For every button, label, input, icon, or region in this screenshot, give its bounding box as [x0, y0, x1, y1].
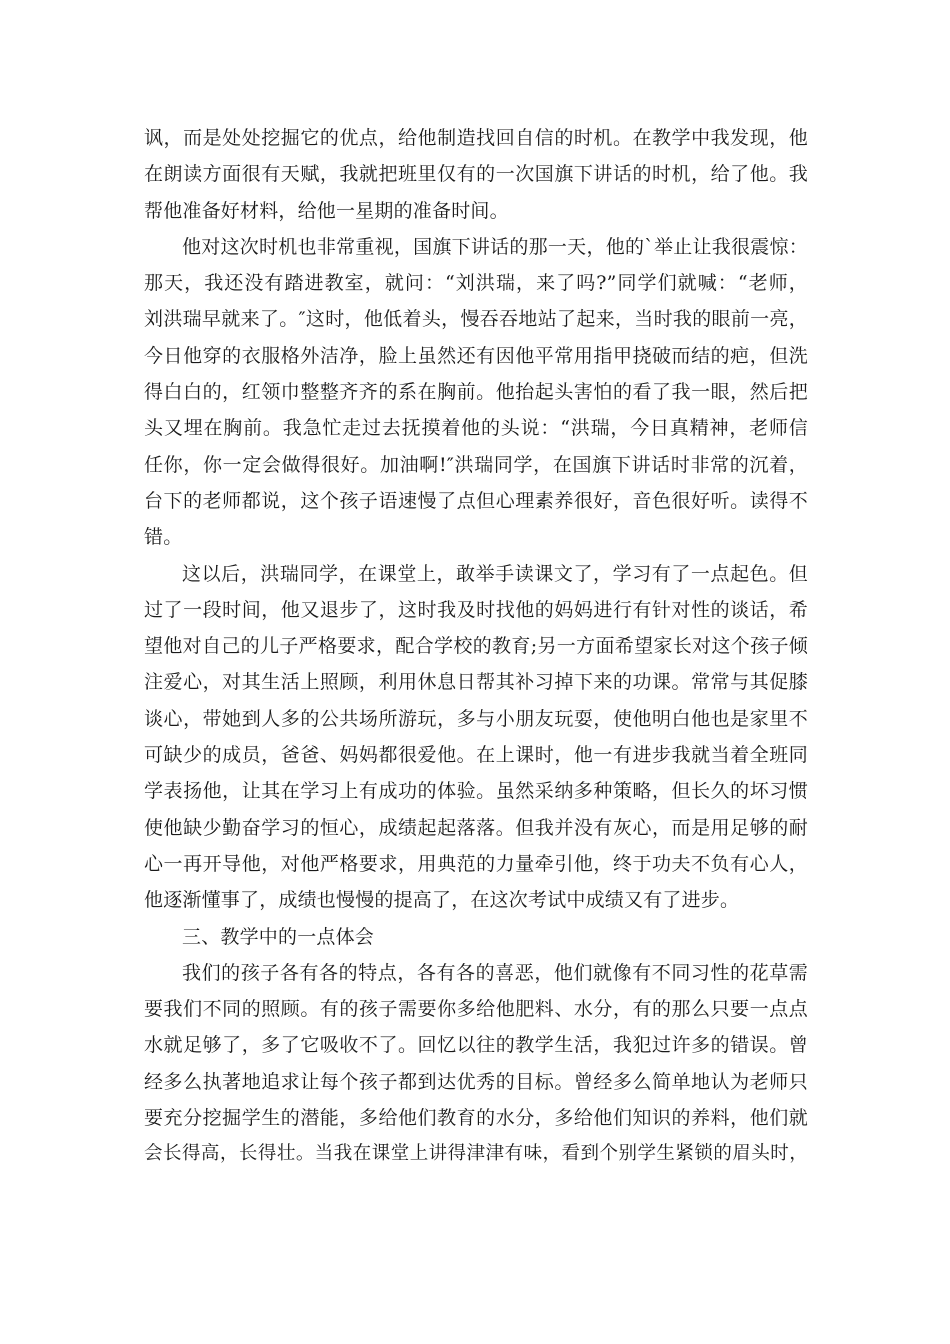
text-line: 水就足够了，多了它吸收不了。回忆以往的教学生活，我犯过许多的错误。曾	[144, 1034, 808, 1057]
text-line: 那天，我还没有踏进教室，就问：“刘洪瑞，来了吗?”同学们就喊：“老师，	[144, 272, 808, 295]
text-line: 错。	[144, 526, 183, 549]
text-line: 台下的老师都说，这个孩子语速慢了点但心理素养很好，音色很好听。读得不	[144, 489, 808, 512]
text-line: 望他对自己的儿子严格要求，配合学校的教育;另一方面希望家长对这个孩子倾	[144, 635, 808, 658]
text-line: 谈心，带她到人多的公共场所游玩，多与小朋友玩耍，使他明白他也是家里不	[144, 707, 808, 730]
text-line: 他对这次时机也非常重视，国旗下讲话的那一天，他的`举止让我很震惊：	[182, 235, 808, 258]
text-line: 他逐渐懂事了，成绩也慢慢的提高了，在这次考试中成绩又有了进步。	[144, 889, 740, 912]
text-line: 要我们不同的照顾。有的孩子需要你多给他肥料、水分，有的那么只要一点点	[144, 998, 808, 1021]
text-line: 可缺少的成员，爸爸、妈妈都很爱他。在上课时，他一有进步我就当着全班同	[144, 744, 808, 767]
text-line: 帮他准备好材料，给他一星期的准备时间。	[144, 199, 509, 222]
text-line: 刘洪瑞早就来了。″这时，他低着头，慢吞吞地站了起来，当时我的眼前一亮，	[144, 308, 808, 331]
text-line: 任你，你一定会做得很好。加油啊!″洪瑞同学，在国旗下讲话时非常的沉着，	[144, 453, 808, 476]
text-line: 使他缺少勤奋学习的恒心，成绩起起落落。但我并没有灰心，而是用足够的耐	[144, 816, 808, 839]
document-body	[144, 120, 808, 1173]
text-line: 要充分挖掘学生的潜能，多给他们教育的水分，多给他们知识的养料，他们就	[144, 1107, 808, 1130]
text-line: 注爱心，对其生活上照顾，利用休息日帮其补习掉下来的功课。常常与其促膝	[144, 671, 808, 694]
text-line: 学表扬他，让其在学习上有成功的体验。虽然采纳多种策略，但长久的坏习惯	[144, 780, 808, 803]
text-line: 三、教学中的一点体会	[182, 925, 375, 948]
text-line: 今日他穿的衣服格外洁净，脸上虽然还有因他平常用指甲挠破而结的疤，但洗	[144, 344, 808, 367]
text-line: 头又埋在胸前。我急忙走过去抚摸着他的头说：“洪瑞，今日真精神，老师信	[144, 417, 808, 440]
text-line: 得白白的，红领巾整整齐齐的系在胸前。他抬起头害怕的看了我一眼，然后把	[144, 381, 808, 404]
text-line: 过了一段时间，他又退步了，这时我及时找他的妈妈进行有针对性的谈话，希	[144, 598, 808, 621]
text-line: 我们的孩子各有各的特点，各有各的喜恶，他们就像有不同习性的花草需	[182, 961, 808, 984]
text-line: 在朗读方面很有天赋，我就把班里仅有的一次国旗下讲话的时机，给了他。我	[144, 163, 808, 186]
text-line: 讽，而是处处挖掘它的优点，给他制造找回自信的时机。在教学中我发现，他	[144, 127, 808, 149]
text-line: 会长得高，长得壮。当我在课堂上讲得津津有味，看到个别学生紧锁的眉头时，	[144, 1143, 808, 1165]
text-line: 这以后，洪瑞同学，在课堂上，敢举手读课文了，学习有了一点起色。但	[182, 562, 808, 585]
text-line: 心一再开导他，对他严格要求，用典范的力量牵引他，终于功夫不负有心人，	[144, 852, 808, 875]
text-line: 经多么执著地追求让每个孩子都到达优秀的目标。曾经多么简单地认为老师只	[144, 1070, 808, 1093]
